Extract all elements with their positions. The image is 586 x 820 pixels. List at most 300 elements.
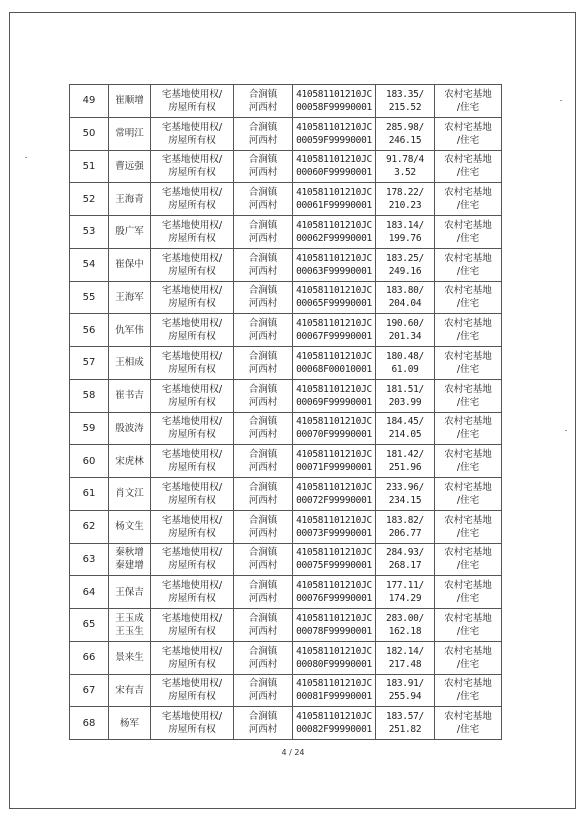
unit-code-cell [293,248,376,281]
area-cell [376,609,435,642]
page-number: 4 / 24 [281,748,305,757]
land-use-line: /住宅 [456,167,480,179]
land-use-cell [435,183,502,216]
right-type-line: 房屋所有权 [168,396,216,408]
table-row [70,478,502,511]
area-cell [376,674,435,707]
location-line: 河西村 [248,691,278,703]
owner-name-line: 崔书吉 [115,390,144,402]
location-line: 河西村 [248,200,278,212]
area-line: 183.91/ [386,678,424,690]
unit-code-line: 410581101210JC [296,350,372,362]
unit-code-line: 00071F99990001 [296,462,372,474]
right-type-line: 宅基地使用权/ [161,514,223,526]
unit-code-line: 410581101210JC [296,88,372,100]
owner-name-cell [109,641,151,674]
row-number-cell: 53 [70,216,109,249]
right-type-cell [151,445,234,478]
right-type-line: 宅基地使用权/ [161,318,223,330]
location-line: 合涧镇 [248,416,278,428]
unit-code-line: 00072F99990001 [296,494,372,506]
location-cell [234,216,293,249]
row-number-cell: 52 [70,183,109,216]
area-cell [376,85,435,118]
table-row [70,85,502,118]
right-type-line: 房屋所有权 [168,494,216,506]
location-cell [234,85,293,118]
right-type-line: 房屋所有权 [168,232,216,244]
location-cell [234,117,293,150]
owner-name-line: 宋有吉 [115,684,144,696]
unit-code-line: 410581101210JC [296,318,372,330]
area-line: 251.82 [388,724,422,736]
land-use-line: /住宅 [456,658,480,670]
right-type-line: 房屋所有权 [168,101,216,113]
land-use-line: 农村宅基地 [444,416,492,428]
area-line: 183.57/ [386,711,424,723]
unit-code-cell [293,117,376,150]
row-number-cell: 50 [70,117,109,150]
owner-name-line: 肖文江 [115,488,144,500]
land-use-line: 农村宅基地 [444,383,492,395]
land-use-line: /住宅 [456,396,480,408]
area-line: 234.15 [388,494,422,506]
unit-code-cell [293,281,376,314]
location-line: 河西村 [248,658,278,670]
land-use-cell [435,445,502,478]
land-use-line: 农村宅基地 [444,154,492,166]
owner-name-line: 崔顺增 [115,95,144,107]
table-row [70,510,502,543]
unit-code-line: 410581101210JC [296,187,372,199]
area-line: 203.99 [388,396,422,408]
area-line: 246.15 [388,134,422,146]
right-type-line: 宅基地使用权/ [161,88,223,100]
land-use-cell [435,510,502,543]
row-number-cell: 68 [70,707,109,740]
table-row [70,576,502,609]
area-cell [376,314,435,347]
unit-code-line: 410581101210JC [296,121,372,133]
area-cell [376,347,435,380]
land-use-line: 农村宅基地 [444,350,492,362]
right-type-line: 房屋所有权 [168,298,216,310]
area-line: 201.34 [388,331,422,343]
location-line: 河西村 [248,462,278,474]
area-line: 204.04 [388,298,422,310]
area-cell [376,183,435,216]
row-number-cell: 61 [70,478,109,511]
unit-code-cell [293,641,376,674]
location-cell [234,412,293,445]
location-line: 合涧镇 [248,514,278,526]
table-row [70,347,502,380]
scan-speck [25,157,27,158]
row-number-cell: 59 [70,412,109,445]
owner-name-cell [109,379,151,412]
location-line: 合涧镇 [248,154,278,166]
right-type-line: 房屋所有权 [168,527,216,539]
area-line: 255.94 [388,691,422,703]
land-use-cell [435,641,502,674]
right-type-line: 房屋所有权 [168,462,216,474]
land-use-line: 农村宅基地 [444,187,492,199]
right-type-line: 宅基地使用权/ [161,580,223,592]
right-type-line: 宅基地使用权/ [161,252,223,264]
unit-code-line: 00073F99990001 [296,527,372,539]
land-use-cell [435,379,502,412]
table-row [70,445,502,478]
location-line: 河西村 [248,265,278,277]
owner-name-cell [109,412,151,445]
unit-code-line: 410581101210JC [296,252,372,264]
unit-code-line: 410581101210JC [296,416,372,428]
land-use-cell [435,150,502,183]
unit-code-line: 00068F00010001 [296,363,372,375]
right-type-cell [151,150,234,183]
land-use-line: 农村宅基地 [444,580,492,592]
area-line: 183.35/ [386,88,424,100]
right-type-cell [151,379,234,412]
right-type-line: 宅基地使用权/ [161,350,223,362]
land-use-cell [435,85,502,118]
unit-code-line: 00058F99990001 [296,101,372,113]
row-number-cell: 58 [70,379,109,412]
right-type-line: 房屋所有权 [168,429,216,441]
location-cell [234,183,293,216]
unit-code-cell [293,412,376,445]
owner-name-line: 杨军 [119,717,139,729]
owner-name-cell [109,609,151,642]
right-type-cell [151,117,234,150]
table-row [70,707,502,740]
right-type-line: 房屋所有权 [168,200,216,212]
right-type-line: 宅基地使用权/ [161,285,223,297]
owner-name-cell [109,85,151,118]
unit-code-line: 00059F99990001 [296,134,372,146]
table-row [70,609,502,642]
unit-code-line: 00069F99990001 [296,396,372,408]
owner-name-line: 仇军伟 [115,324,144,336]
unit-code-line: 00078F99990001 [296,625,372,637]
right-type-line: 房屋所有权 [168,265,216,277]
right-type-cell [151,248,234,281]
right-type-line: 宅基地使用权/ [161,416,223,428]
owner-name-line: 秦秋增 [115,547,144,559]
unit-code-line: 410581101210JC [296,612,372,624]
location-line: 合涧镇 [248,645,278,657]
unit-code-line: 00076F99990001 [296,593,372,605]
location-cell [234,707,293,740]
table-row [70,117,502,150]
unit-code-cell [293,543,376,576]
land-use-line: /住宅 [456,429,480,441]
right-type-cell [151,85,234,118]
table-row [70,543,502,576]
table-row [70,379,502,412]
area-line: 283.00/ [386,612,424,624]
location-line: 合涧镇 [248,187,278,199]
right-type-line: 房屋所有权 [168,167,216,179]
land-use-cell [435,117,502,150]
unit-code-line: 410581101210JC [296,547,372,559]
area-line: 181.51/ [386,383,424,395]
right-type-line: 宅基地使用权/ [161,678,223,690]
owner-name-line: 秦建增 [115,560,144,572]
table-row [70,183,502,216]
owner-name-line: 殷广军 [115,226,144,238]
owner-name-cell [109,347,151,380]
unit-code-line: 410581101210JC [296,383,372,395]
land-use-line: 农村宅基地 [444,481,492,493]
right-type-line: 房屋所有权 [168,560,216,572]
location-cell [234,674,293,707]
location-line: 合涧镇 [248,350,278,362]
area-cell [376,478,435,511]
right-type-line: 房屋所有权 [168,724,216,736]
right-type-line: 房屋所有权 [168,593,216,605]
unit-code-cell [293,150,376,183]
right-type-cell [151,707,234,740]
row-number-cell: 60 [70,445,109,478]
area-cell [376,510,435,543]
area-line: 183.14/ [386,219,424,231]
unit-code-line: 00067F99990001 [296,331,372,343]
right-type-line: 宅基地使用权/ [161,121,223,133]
right-type-line: 宅基地使用权/ [161,187,223,199]
area-line: 284.93/ [386,547,424,559]
row-number-cell: 67 [70,674,109,707]
area-line: 178.22/ [386,187,424,199]
table-row [70,248,502,281]
location-line: 河西村 [248,527,278,539]
unit-code-line: 410581101210JC [296,285,372,297]
unit-code-line: 410581101210JC [296,645,372,657]
owner-name-line: 王海军 [115,291,144,303]
location-line: 河西村 [248,396,278,408]
right-type-line: 宅基地使用权/ [161,645,223,657]
area-cell [376,641,435,674]
owner-name-cell [109,707,151,740]
right-type-cell [151,510,234,543]
land-use-cell [435,412,502,445]
right-type-cell [151,576,234,609]
unit-code-line: 00061F99990001 [296,200,372,212]
right-type-line: 宅基地使用权/ [161,219,223,231]
unit-code-line: 410581101210JC [296,481,372,493]
area-cell [376,216,435,249]
records-table [69,84,502,740]
location-line: 河西村 [248,232,278,244]
land-use-line: 农村宅基地 [444,285,492,297]
location-cell [234,609,293,642]
row-number-cell: 51 [70,150,109,183]
location-line: 合涧镇 [248,580,278,592]
owner-name-cell [109,314,151,347]
land-use-line: /住宅 [456,331,480,343]
location-line: 河西村 [248,101,278,113]
land-use-cell [435,281,502,314]
owner-name-line: 崔保中 [115,259,144,271]
area-line: 182.14/ [386,645,424,657]
unit-code-cell [293,609,376,642]
area-line: 91.78/4 [386,154,424,166]
owner-name-cell [109,281,151,314]
unit-code-cell [293,576,376,609]
unit-code-cell [293,183,376,216]
area-line: 180.48/ [386,350,424,362]
table-row [70,150,502,183]
land-use-cell [435,478,502,511]
right-type-line: 房屋所有权 [168,134,216,146]
right-type-line: 宅基地使用权/ [161,547,223,559]
land-use-line: 农村宅基地 [444,449,492,461]
land-use-line: /住宅 [456,494,480,506]
owner-name-line: 宋虎林 [115,455,144,467]
unit-code-line: 410581101210JC [296,154,372,166]
owner-name-line: 王相成 [115,357,144,369]
unit-code-cell [293,347,376,380]
row-number-cell: 65 [70,609,109,642]
land-use-line: 农村宅基地 [444,121,492,133]
unit-code-line: 00070F99990001 [296,429,372,441]
location-line: 合涧镇 [248,612,278,624]
unit-code-line: 00075F99990001 [296,560,372,572]
unit-code-cell [293,445,376,478]
land-use-line: 农村宅基地 [444,711,492,723]
records-body [70,85,502,740]
location-line: 河西村 [248,429,278,441]
area-line: 183.82/ [386,514,424,526]
scan-speck [565,430,567,431]
land-use-line: 农村宅基地 [444,612,492,624]
land-use-line: /住宅 [456,200,480,212]
right-type-cell [151,216,234,249]
right-type-line: 房屋所有权 [168,658,216,670]
location-cell [234,150,293,183]
right-type-line: 宅基地使用权/ [161,383,223,395]
unit-code-line: 00065F99990001 [296,298,372,310]
right-type-line: 房屋所有权 [168,691,216,703]
area-line: 215.52 [388,101,422,113]
land-use-line: 农村宅基地 [444,252,492,264]
area-line: 190.60/ [386,318,424,330]
area-line: 210.23 [388,200,422,212]
land-use-line: /住宅 [456,625,480,637]
land-use-cell [435,216,502,249]
area-line: 3.52 [394,167,416,179]
area-line: 217.48 [388,658,422,670]
unit-code-cell [293,379,376,412]
table-row [70,674,502,707]
owner-name-cell [109,576,151,609]
row-number-cell: 57 [70,347,109,380]
row-number-cell: 62 [70,510,109,543]
area-cell [376,150,435,183]
location-line: 合涧镇 [248,252,278,264]
unit-code-line: 00080F99990001 [296,658,372,670]
unit-code-line: 410581101210JC [296,219,372,231]
row-number-cell: 64 [70,576,109,609]
land-use-line: 农村宅基地 [444,318,492,330]
unit-code-cell [293,674,376,707]
location-line: 合涧镇 [248,481,278,493]
right-type-line: 宅基地使用权/ [161,612,223,624]
unit-code-line: 410581101210JC [296,449,372,461]
area-cell [376,412,435,445]
location-cell [234,314,293,347]
land-use-cell [435,248,502,281]
area-cell [376,576,435,609]
owner-name-cell [109,478,151,511]
location-line: 合涧镇 [248,383,278,395]
unit-code-line: 00081F99990001 [296,691,372,703]
owner-name-line: 景来生 [115,652,144,664]
location-line: 合涧镇 [248,318,278,330]
land-use-line: /住宅 [456,134,480,146]
area-line: 183.25/ [386,252,424,264]
table-row [70,314,502,347]
land-use-line: /住宅 [456,363,480,375]
land-use-line: /住宅 [456,462,480,474]
location-cell [234,248,293,281]
owner-name-cell [109,183,151,216]
right-type-cell [151,314,234,347]
location-cell [234,641,293,674]
location-cell [234,379,293,412]
table-row [70,412,502,445]
owner-name-line: 王玉成 [115,612,144,624]
owner-name-line: 常明江 [115,128,144,140]
table-row [70,641,502,674]
owner-name-cell [109,510,151,543]
owner-name-cell [109,674,151,707]
unit-code-cell [293,510,376,543]
location-line: 河西村 [248,363,278,375]
area-line: 249.16 [388,265,422,277]
owner-name-cell [109,216,151,249]
location-line: 合涧镇 [248,678,278,690]
right-type-line: 房屋所有权 [168,331,216,343]
row-number-cell: 66 [70,641,109,674]
location-cell [234,576,293,609]
scan-speck [560,100,562,101]
row-number-cell: 63 [70,543,109,576]
location-cell [234,445,293,478]
right-type-line: 房屋所有权 [168,363,216,375]
right-type-cell [151,347,234,380]
owner-name-line: 杨文生 [115,521,144,533]
area-line: 177.11/ [386,580,424,592]
land-use-line: /住宅 [456,724,480,736]
land-use-cell [435,543,502,576]
unit-code-line: 410581101210JC [296,711,372,723]
table-row [70,281,502,314]
land-use-cell [435,609,502,642]
location-line: 河西村 [248,167,278,179]
unit-code-line: 410581101210JC [296,580,372,592]
unit-code-cell [293,478,376,511]
right-type-line: 宅基地使用权/ [161,711,223,723]
land-use-line: 农村宅基地 [444,219,492,231]
area-line: 61.09 [391,363,419,375]
land-use-line: /住宅 [456,527,480,539]
right-type-line: 宅基地使用权/ [161,481,223,493]
area-line: 214.05 [388,429,422,441]
right-type-cell [151,478,234,511]
location-line: 合涧镇 [248,219,278,231]
location-cell [234,347,293,380]
